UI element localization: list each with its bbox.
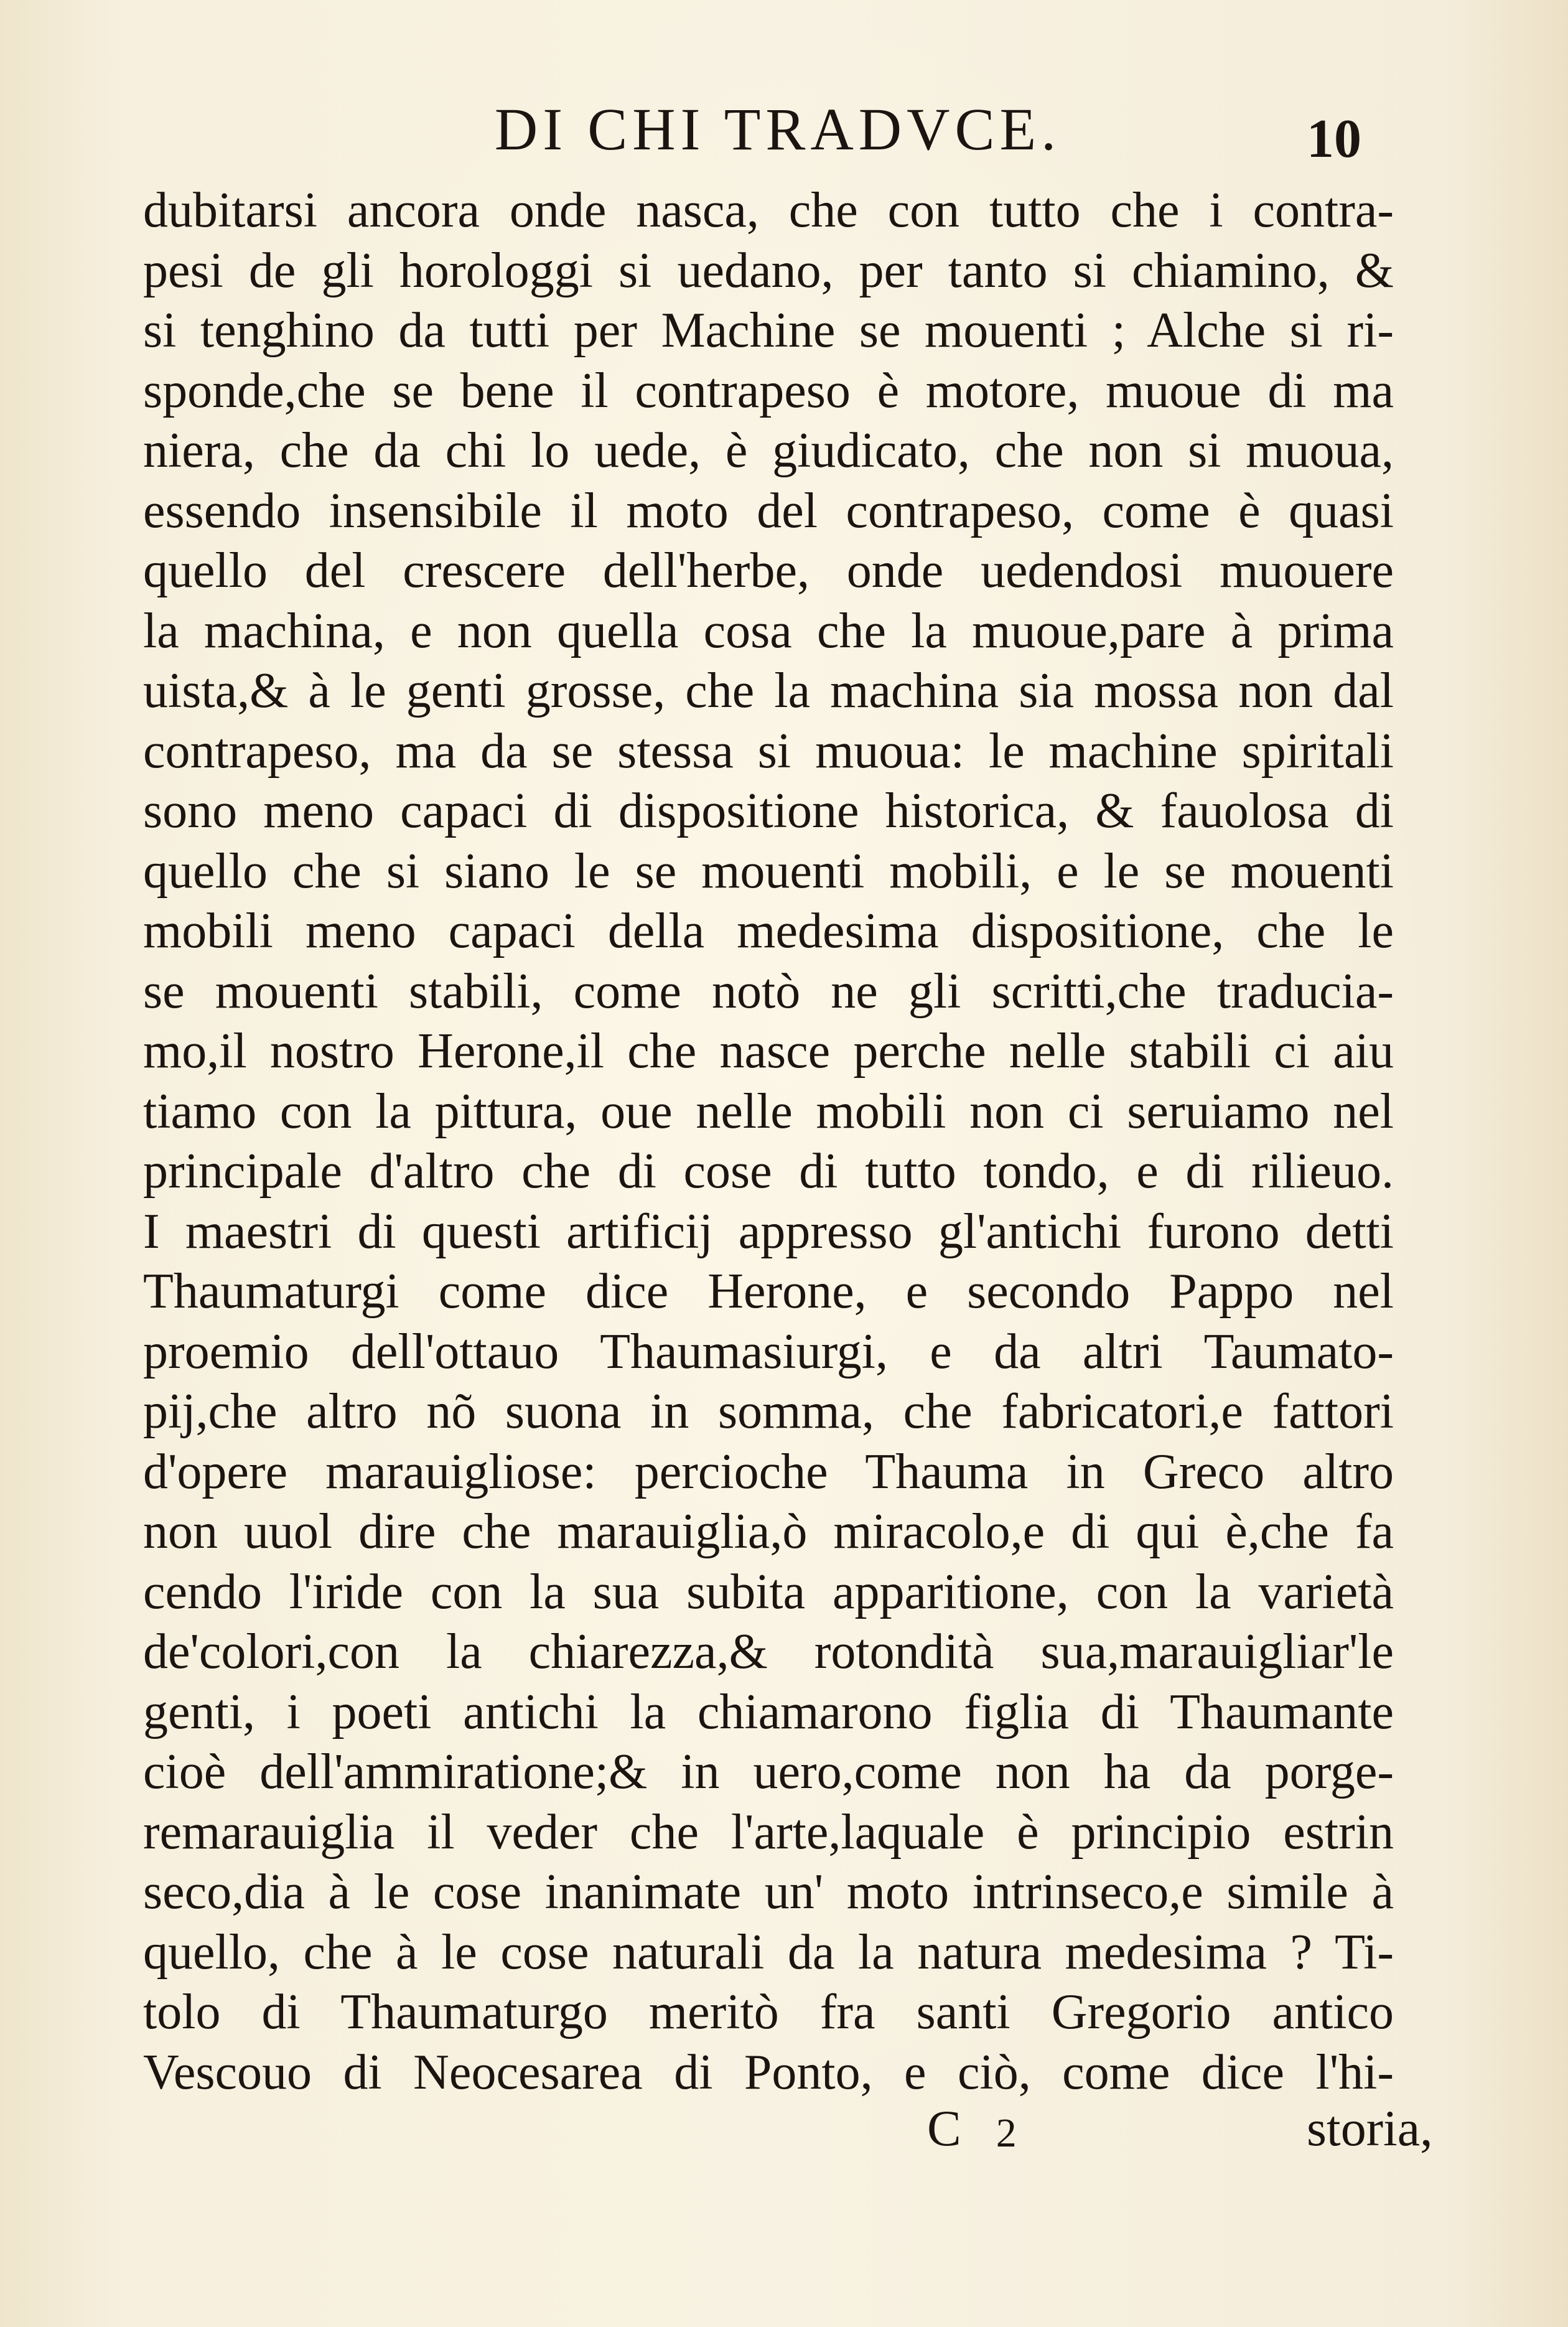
text-line: principale d'altro che di cose di tutto tondo, e di rilieuo. [143, 1144, 1394, 1199]
text-line: mo,il nostro Herone,il che nasce perche nelle stabili ci aiu [143, 1024, 1394, 1079]
text-line: uista,& à le genti grosse, che la machina sia mossa non dal [143, 663, 1394, 718]
text-line: Vescouo di Neocesarea di Ponto, e ciò, come dice l'hi- [143, 2044, 1394, 2100]
body-text [143, 180, 1394, 2102]
text-line: cendo l'iride con la sua subita apparitione, con la varietà [143, 1564, 1394, 1619]
text-line: proemio dell'ottauo Thaumasiurgi, e da altri Taumato- [143, 1324, 1394, 1379]
text-line: sono meno capaci di dispositione historica, & fauolosa di [143, 784, 1394, 838]
text-line: quello che si siano le se mouenti mobili, e le se mouenti [143, 843, 1394, 899]
text-line: de'colori,con la chiarezza,& rotondità sua,marauigliar'le [143, 1624, 1394, 1679]
signature-mark [927, 2097, 1017, 2165]
text-line: quello del crescere dell'herbe, onde uedendosi muouere [143, 543, 1394, 598]
text-line: I maestri di questi artificij appresso gl'antichi furono detti [143, 1204, 1394, 1259]
catchword: storia, [1307, 2100, 1433, 2156]
page-number: 10 [1307, 109, 1361, 169]
signature-number: 2 [996, 2110, 1017, 2156]
running-title: DI CHI TRADVCE. [494, 96, 1062, 162]
text-line: mobili meno capaci della medesima dispositione, che le [143, 904, 1394, 958]
text-line: si tenghino da tutti per Machine se mouenti ; Alche si ri- [143, 303, 1394, 358]
text-line: sponde,che se bene il contrapeso è motore, muoue di ma [143, 363, 1394, 418]
text-line: pij,che altro nõ suona in somma, che fabricatori,e fattori [143, 1384, 1394, 1439]
text-line: la machina, e non quella cosa che la muoue,pare à prima [143, 603, 1394, 658]
signature-letter: C [927, 2100, 961, 2156]
text-line: d'opere marauigliose: percioche Thauma in Greco altro [143, 1444, 1394, 1499]
text-line: contrapeso, ma da se stessa si muoua: le machine spiritali [143, 723, 1394, 779]
text-line: remarauiglia il veder che l'arte,laquale è principio estrin [143, 1804, 1394, 1860]
text-line: tolo di Thaumaturgo meritò fra santi Gregorio antico [143, 1985, 1394, 2039]
text-line: pesi de gli horologgi si uedano, per tanto si chiamino, & [143, 243, 1394, 298]
text-line: tiamo con la pittura, oue nelle mobili non ci seruiamo nel [143, 1084, 1394, 1139]
text-line: essendo insensibile il moto del contrapeso, come è quasi [143, 483, 1394, 538]
text-line: se mouenti stabili, come notò ne gli scritti,che traducia- [143, 963, 1394, 1019]
text-line: dubitarsi ancora onde nasca, che con tutto che i contra- [143, 183, 1394, 238]
text-line: quello, che à le cose naturali da la natura medesima ? Ti- [143, 1924, 1394, 1980]
text-line: genti, i poeti antichi la chiamarono figlia di Thaumante [143, 1684, 1394, 1739]
text-line: cioè dell'ammiratione;& in uero,come non ha da porge- [143, 1744, 1394, 1799]
text-line: Thaumaturgi come dice Herone, e secondo Pappo nel [143, 1264, 1394, 1319]
text-line: niera, che da chi lo uede, è giudicato, che non si muoua, [143, 423, 1394, 478]
text-line: non uuol dire che marauiglia,ò miracolo,e di qui è,che fa [143, 1504, 1394, 1559]
text-line: seco,dia à le cose inanimate un' moto intrinseco,e simile à [143, 1865, 1394, 1919]
page-footer [143, 2097, 1433, 2160]
